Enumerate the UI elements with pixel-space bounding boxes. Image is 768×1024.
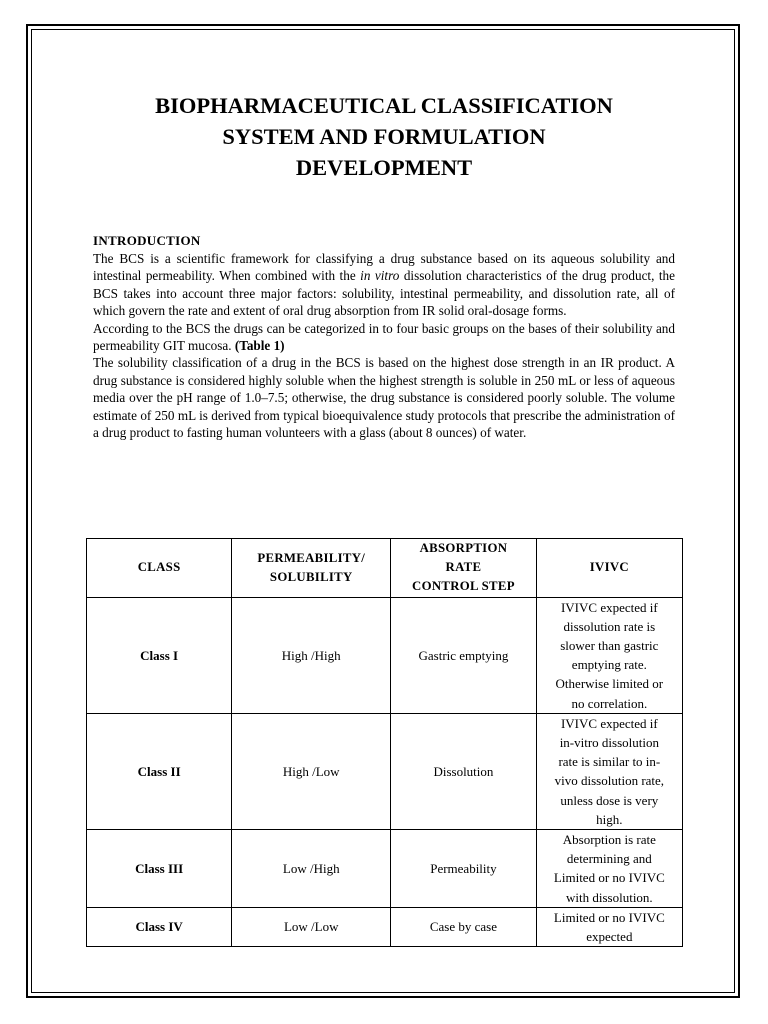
document-title bbox=[93, 90, 675, 183]
header-perm-line-2: SOLUBILITY bbox=[269, 569, 353, 584]
cell-permeability-solubility: Low /High bbox=[232, 830, 391, 908]
cell-class: Class III bbox=[87, 830, 232, 908]
paragraph-3: The solubility classification of a drug in the BCS is based on the highest dose strength in an IR product. A drug substance is considered highly soluble when the highest strength is soluble in 250 mL or less of aqueous media over the pH range of 1.0–7.5; otherwise, the drug substance is considered poorly soluble. The volume estimate of 250 mL is derived from typical bioequivalence study protocols that prescribe the administration of a drug product to fasting human volunteers with a glass (about 8 ounces) of water. bbox=[93, 355, 675, 441]
header-absorption-step bbox=[391, 539, 537, 598]
paragraph-2 bbox=[93, 320, 675, 355]
ivivc-line: IVIVC expected if bbox=[560, 599, 658, 615]
cell-ivivc bbox=[536, 597, 682, 713]
cell-permeability-solubility: High /High bbox=[232, 597, 391, 713]
cell-ivivc bbox=[536, 713, 682, 829]
header-permeability-solubility bbox=[232, 539, 391, 598]
paragraph-1-italic: in vitro bbox=[360, 268, 400, 284]
ivivc-line: rate is similar to in- bbox=[558, 754, 661, 770]
cell-absorption-step: Gastric emptying bbox=[391, 597, 537, 713]
cell-class: Class IV bbox=[87, 907, 232, 946]
table-reference: (Table 1) bbox=[234, 338, 285, 354]
ivivc-line: Otherwise limited or bbox=[555, 676, 664, 692]
header-abs-line-2: RATE bbox=[445, 560, 482, 575]
ivivc-line: emptying rate. bbox=[571, 657, 647, 673]
title-line-1: BIOPHARMACEUTICAL CLASSIFICATION bbox=[155, 93, 613, 118]
cell-ivivc bbox=[536, 907, 682, 946]
ivivc-line: determining and bbox=[566, 851, 652, 867]
ivivc-line: slower than gastric bbox=[560, 638, 659, 654]
paragraph-1 bbox=[93, 250, 675, 320]
cell-class: Class II bbox=[87, 713, 232, 829]
cell-absorption-step: Dissolution bbox=[391, 713, 537, 829]
ivivc-line: Limited or no IVIVC bbox=[553, 870, 665, 886]
ivivc-line: expected bbox=[586, 929, 633, 945]
header-abs-line-1: ABSORPTION bbox=[419, 541, 508, 555]
document-body bbox=[93, 90, 675, 441]
section-heading-introduction: INTRODUCTION bbox=[93, 233, 201, 248]
ivivc-line: dissolution rate is bbox=[563, 618, 656, 634]
table-row bbox=[87, 713, 683, 829]
cell-absorption-step: Permeability bbox=[391, 830, 537, 908]
table-header-row bbox=[87, 539, 683, 598]
cell-absorption-step: Case by case bbox=[391, 907, 537, 946]
header-perm-line-1: PERMEABILITY/ bbox=[257, 550, 366, 565]
table-row bbox=[87, 830, 683, 908]
cell-ivivc bbox=[536, 830, 682, 908]
title-line-3: DEVELOPMENT bbox=[295, 155, 473, 180]
cell-permeability-solubility: Low /Low bbox=[232, 907, 391, 946]
ivivc-line: Absorption is rate bbox=[562, 832, 656, 848]
title-line-2: SYSTEM AND FORMULATION bbox=[222, 124, 546, 149]
ivivc-line: with dissolution. bbox=[566, 889, 653, 905]
header-ivivc: IVIVC bbox=[536, 539, 682, 598]
header-abs-line-3: CONTROL STEP bbox=[412, 579, 515, 594]
table-row bbox=[87, 907, 683, 946]
paragraph-1-text-a: The BCS is a scientific framework for classifying a drug substance based on its aqueous solubility and intestinal permeability. When combined with the bbox=[93, 251, 675, 284]
cell-permeability-solubility: High /Low bbox=[232, 713, 391, 829]
ivivc-line: vivo dissolution rate, bbox=[554, 773, 665, 789]
ivivc-line: IVIVC expected if bbox=[560, 715, 658, 731]
ivivc-line: Limited or no IVIVC bbox=[553, 909, 665, 925]
bcs-table bbox=[86, 538, 683, 947]
table-row bbox=[87, 597, 683, 713]
ivivc-line: unless dose is very bbox=[560, 792, 659, 808]
ivivc-line: high. bbox=[596, 811, 623, 827]
cell-class: Class I bbox=[87, 597, 232, 713]
paragraph-1-text-b: dissolution characteristics of the drug product, the BCS takes into account three major factors: solubility, intestinal permeability, and dissolution rate, all of which govern the rate and extent of oral drug absorption from IR solid oral-dosage forms. bbox=[93, 268, 675, 319]
header-class: CLASS bbox=[87, 539, 232, 598]
ivivc-line: no correlation. bbox=[571, 695, 648, 711]
paragraph-2-text: According to the BCS the drugs can be categorized in to four basic groups on the bases of their solubility and permeability GIT mucosa. bbox=[93, 320, 675, 354]
ivivc-line: in-vitro dissolution bbox=[559, 735, 659, 751]
